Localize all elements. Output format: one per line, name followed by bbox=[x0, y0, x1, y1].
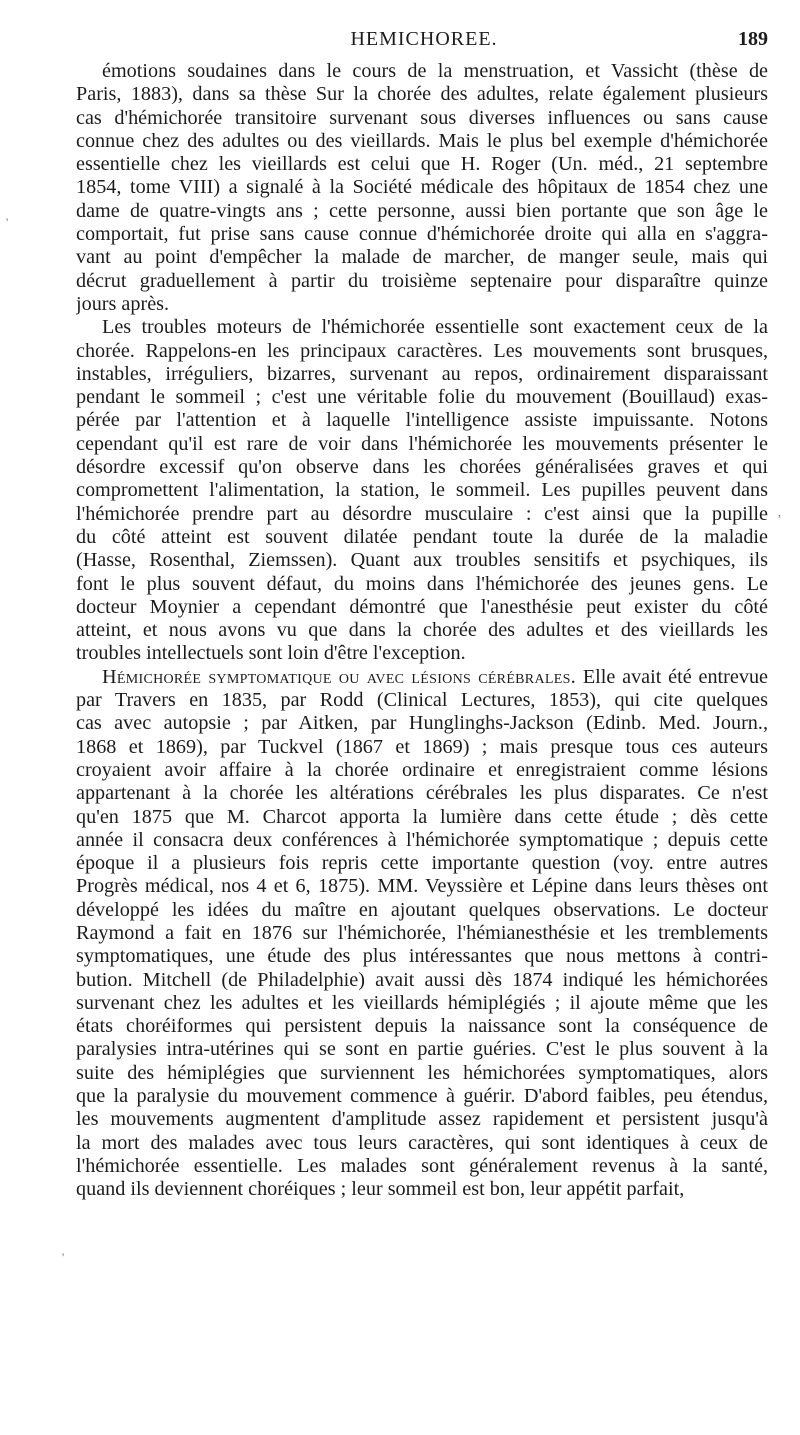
section-heading: Hémichorée symptomatique ou avec lésions cérébrales. bbox=[102, 665, 576, 688]
text-line: les mouvements augmentent d'amplitude assez rapidement et persistent jusqu'à bbox=[76, 1108, 768, 1131]
text-line: année il consacra deux conférences à l'hémichorée symptomatique ; depuis cette bbox=[76, 828, 768, 851]
text-line bbox=[76, 666, 768, 689]
text-line: pendant le sommeil ; c'est une véritable folie du mouvement (Bouillaud) exas- bbox=[76, 386, 768, 409]
text-line: cas d'hémichorée transitoire survenant sous diverses influences ou sans cause bbox=[76, 106, 768, 129]
text-line: désordre excessif qu'on observe dans les chorées généralisées graves et qui bbox=[76, 456, 768, 479]
text-line: qu'en 1875 que M. Charcot apporta la lumière dans cette étude ; dès cette bbox=[76, 805, 768, 828]
page-body bbox=[76, 60, 768, 1202]
text-line: connue chez des adultes ou des vieillards. Mais le plus bel exemple d'hémichorée bbox=[76, 129, 768, 152]
text-line: vant au point d'empêcher la malade de marcher, de manger seule, mais qui bbox=[76, 246, 768, 269]
text-line: troubles intellectuels sont loin d'être l'exception. bbox=[76, 642, 466, 665]
text-line: dame de quatre-vingts ans ; cette personne, aussi bien portante que son âge le bbox=[76, 199, 768, 222]
margin-mark: ' bbox=[62, 1250, 65, 1264]
text-line: développé les idées du maître en ajoutant quelques observations. Le docteur bbox=[76, 898, 768, 921]
text-line: jours après. bbox=[76, 292, 170, 315]
paragraph bbox=[76, 316, 768, 665]
text-line: survenant chez les adultes et les vieillards hémiplégiés ; il ajoute même que les bbox=[76, 991, 768, 1014]
text-line: symptomatiques, une étude des plus intéressantes que nous mettons à contri- bbox=[76, 945, 768, 968]
text-line: états choréiformes qui persistent depuis la naissance sont la conséquence de bbox=[76, 1015, 768, 1038]
margin-mark: , bbox=[778, 505, 781, 519]
text-line: que la paralysie du mouvement commence à guérir. D'abord faibles, peu étendus, bbox=[76, 1085, 768, 1108]
text-line: pérée par l'attention et à laquelle l'intelligence assiste impuissante. Notons bbox=[76, 409, 768, 432]
text-line: (Hasse, Rosenthal, Ziemssen). Quant aux troubles sensitifs et psychiques, ils bbox=[76, 549, 768, 572]
text-line: émotions soudaines dans le cours de la menstruation, et Vassicht (thèse de bbox=[102, 60, 768, 82]
text-line: l'hémichorée prendre part au désordre musculaire : c'est ainsi que la pupille bbox=[76, 502, 768, 525]
text-line: Les troubles moteurs de l'hémichorée essentielle sont exactement ceux de la bbox=[102, 316, 768, 339]
page-header bbox=[80, 28, 768, 58]
text-line: 1854, tome VIII) a signalé à la Société médicale des hôpitaux de 1854 chez une bbox=[76, 176, 768, 199]
text-line: cas avec autopsie ; par Aitken, par Hunglinghs-Jackson (Edinb. Med. Journ., bbox=[76, 712, 768, 735]
text-line: comportait, fut prise sans cause connue d'hémichorée droite qui alla en s'aggra- bbox=[76, 223, 768, 246]
text-line: atteint, et nous avons vu que dans la chorée des adultes et des vieillards les bbox=[76, 619, 768, 642]
text-line: par Travers en 1835, par Rodd (Clinical Lectures, 1853), qui cite quelques bbox=[76, 689, 768, 712]
text-line: appartenant à la chorée les altérations cérébrales les plus disparates. Ce n'est bbox=[76, 782, 768, 805]
text-line: Raymond a fait en 1876 sur l'hémichorée, l'hémianesthésie et les tremblements bbox=[76, 921, 768, 944]
text-line: docteur Moynier a cependant démontré que l'anesthésie peut exister du côté bbox=[76, 595, 768, 618]
text-line: essentielle chez les vieillards est celui que H. Roger (Un. méd., 21 septembre bbox=[76, 153, 768, 176]
text-line: croyaient avoir affaire à la chorée ordinaire et enregistraient comme lésions bbox=[76, 758, 768, 781]
text-line: suite des hémiplégies que surviennent les hémichorées symptomatiques, alors bbox=[76, 1061, 768, 1084]
text-line: l'hémichorée essentielle. Les malades sont généralement revenus à la santé, bbox=[76, 1154, 768, 1177]
text-line: Paris, 1883), dans sa thèse Sur la chorée des adultes, relate également plusieurs bbox=[76, 83, 768, 106]
text-line: instables, irréguliers, bizarres, survenant au repos, ordinairement disparaissant bbox=[76, 362, 768, 385]
text-line: bution. Mitchell (de Philadelphie) avait aussi dès 1874 indiqué les hémichorées bbox=[76, 968, 768, 991]
heading-continuation: Elle avait été entrevue bbox=[582, 665, 768, 688]
text-line: 1868 et 1869), par Tuckvel (1867 et 1869) ; mais presque tous ces auteurs bbox=[76, 735, 768, 758]
text-line: décrut graduellement à partir du troisième septenaire pour disparaître quinze bbox=[76, 269, 768, 292]
paragraph bbox=[76, 666, 768, 1202]
text-line: Progrès médical, nos 4 et 6, 1875). MM. Veyssière et Lépine dans leurs thèses ont bbox=[76, 875, 768, 898]
text-line: la mort des malades avec tous leurs caractères, qui sont identiques à ceux de bbox=[76, 1131, 768, 1154]
text-line: paralysies intra-utérines qui se sont en partie guéries. C'est le plus souvent à la bbox=[76, 1038, 768, 1061]
text-line: chorée. Rappelons-en les principaux caractères. Les mouvements sont brusques, bbox=[76, 339, 768, 362]
margin-mark: ' bbox=[6, 215, 9, 229]
text-line: cependant qu'il est rare de voir dans l'hémichorée les mouvements présenter le bbox=[76, 432, 768, 455]
text-line: du côté atteint est souvent dilatée pendant toute la durée de la maladie bbox=[76, 525, 768, 548]
text-line: compromettent l'alimentation, la station, le sommeil. Les pupilles peuvent dans bbox=[76, 479, 768, 502]
paragraph bbox=[76, 60, 768, 316]
text-line: époque il a plusieurs fois repris cette importante question (voy. entre autres bbox=[76, 852, 768, 875]
text-line: quand ils deviennent choréiques ; leur sommeil est bon, leur appétit parfait, bbox=[76, 1178, 685, 1201]
text-line: font le plus souvent défaut, du moins dans l'hémichorée des jeunes gens. Le bbox=[76, 572, 768, 595]
page-number: 189 bbox=[738, 28, 768, 50]
running-title: HEMICHOREE. bbox=[350, 28, 498, 50]
